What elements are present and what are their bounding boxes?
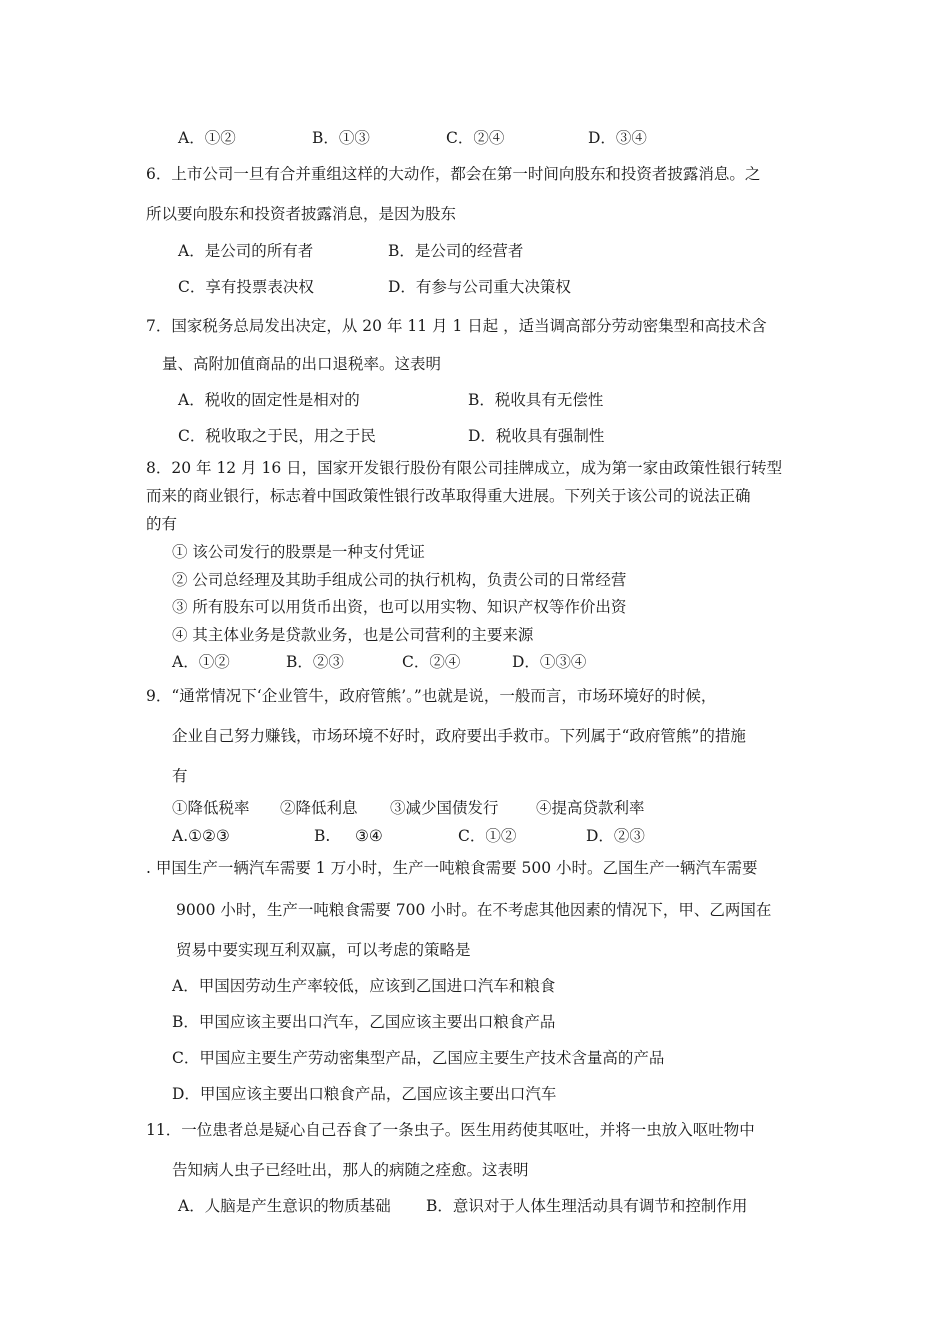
q7-option-d: D．税收具有强制性 — [468, 427, 605, 445]
q5-option-d: D．③④ — [588, 129, 647, 147]
q6-option-a: A．是公司的所有者 — [178, 242, 314, 260]
q8-option-b: B．②③ — [286, 653, 344, 671]
q7-option-b: B．税收具有无偿性 — [468, 391, 604, 409]
q9-item-4: ④提高贷款利率 — [536, 799, 645, 817]
q8-item-1: ① 该公司发行的股票是一种支付凭证 — [172, 543, 425, 561]
q6-option-c: C．享有投票表决权 — [178, 278, 314, 296]
q11-option-a: A．人脑是产生意识的物质基础 — [178, 1197, 391, 1215]
q10-option-a: A．甲国因劳动生产率较低，应该到乙国进口汽车和粮食 — [172, 977, 556, 995]
q8-item-4: ④ 其主体业务是贷款业务，也是公司营利的主要来源 — [172, 626, 534, 644]
q6-stem-line-1: 6．上市公司一旦有合并重组这样的大动作，都会在第一时间向股东和投资者披露消息。之 — [146, 165, 761, 183]
q9-option-d: D．②③ — [586, 827, 645, 845]
q7-stem-line-2: 量、高附加值商品的出口退税率。这表明 — [162, 355, 442, 373]
q9-stem-line-1: 9．“通常情况下‘企业管牛，政府管熊’。”也就是说，一般而言，市场环境好的时候， — [146, 687, 717, 705]
q8-item-2: ② 公司总经理及其助手组成公司的执行机构，负责公司的日常经营 — [172, 571, 627, 589]
q11-stem-line-2: 告知病人虫子已经吐出，那人的病随之痊愈。这表明 — [172, 1161, 529, 1179]
q6-option-d: D．有参与公司重大决策权 — [388, 278, 571, 296]
q9-item-3: ③减少国债发行 — [390, 799, 499, 817]
q8-stem-line-1: 8．20 年 12 月 16 日，国家开发银行股份有限公司挂牌成立，成为第一家由政策性银行转型 — [146, 459, 783, 477]
q8-stem-line-3: 的有 — [146, 515, 178, 533]
q9-option-b: B. ③④ — [314, 827, 383, 845]
q5-option-b: B．①③ — [312, 129, 370, 147]
q9-item-2: ②降低利息 — [280, 799, 358, 817]
q10-option-b: B．甲国应该主要出口汽车，乙国应该主要出口粮食产品 — [172, 1013, 556, 1031]
q7-stem-line-1: 7．国家税务总局发出决定，从 20 年 11 月 1 日起 ，适当调高部分劳动密集型和高技术含 — [146, 317, 767, 335]
q8-option-a: A．①② — [172, 653, 230, 671]
q8-option-c: C．②④ — [402, 653, 461, 671]
q9-item-1: ①降低税率 — [172, 799, 250, 817]
q5-option-c: C．②④ — [446, 129, 505, 147]
q5-option-a: A．①② — [178, 129, 236, 147]
q9-stem-line-2: 企业自己努力赚钱，市场环境不好时，政府要出手救市。下列属于“政府管熊”的措施 — [172, 727, 746, 745]
q8-option-d: D．①③④ — [512, 653, 587, 671]
q9-option-a: A.①②③ — [172, 827, 230, 845]
q11-stem-line-1: 11．一位患者总是疑心自己吞食了一条虫子。医生用药使其呕吐，并将一虫放入呕吐物中 — [146, 1121, 755, 1139]
q10-stem-line-2: 9000 小时，生产一吨粮食需要 700 小时。在不考虑其他因素的情况下，甲、乙两国在 — [176, 901, 772, 919]
q6-stem-line-2: 所以要向股东和投资者披露消息，是因为股东 — [146, 205, 457, 223]
q10-option-c: C．甲国应主要生产劳动密集型产品，乙国应主要生产技术含量高的产品 — [172, 1049, 665, 1067]
q11-option-b: B．意识对于人体生理活动具有调节和控制作用 — [426, 1197, 748, 1215]
q10-option-d: D．甲国应该主要出口粮食产品，乙国应该主要出口汽车 — [172, 1085, 557, 1103]
q7-option-c: C．税收取之于民，用之于民 — [178, 427, 376, 445]
q6-option-b: B．是公司的经营者 — [388, 242, 524, 260]
q9-stem-line-3: 有 — [172, 767, 188, 785]
q8-stem-line-2: 而来的商业银行，标志着中国政策性银行改革取得重大进展。下列关于该公司的说法正确 — [146, 487, 751, 505]
q7-option-a: A．税收的固定性是相对的 — [178, 391, 360, 409]
q10-stem-line-1: . 甲国生产一辆汽车需要 1 万小时，生产一吨粮食需要 500 小时。乙国生产一辆汽车需要 — [146, 859, 758, 877]
q9-option-c: C．①② — [458, 827, 517, 845]
q10-stem-line-3: 贸易中要实现互利双赢，可以考虑的策略是 — [176, 941, 471, 959]
q8-item-3: ③ 所有股东可以用货币出资，也可以用实物、知识产权等作价出资 — [172, 598, 627, 616]
